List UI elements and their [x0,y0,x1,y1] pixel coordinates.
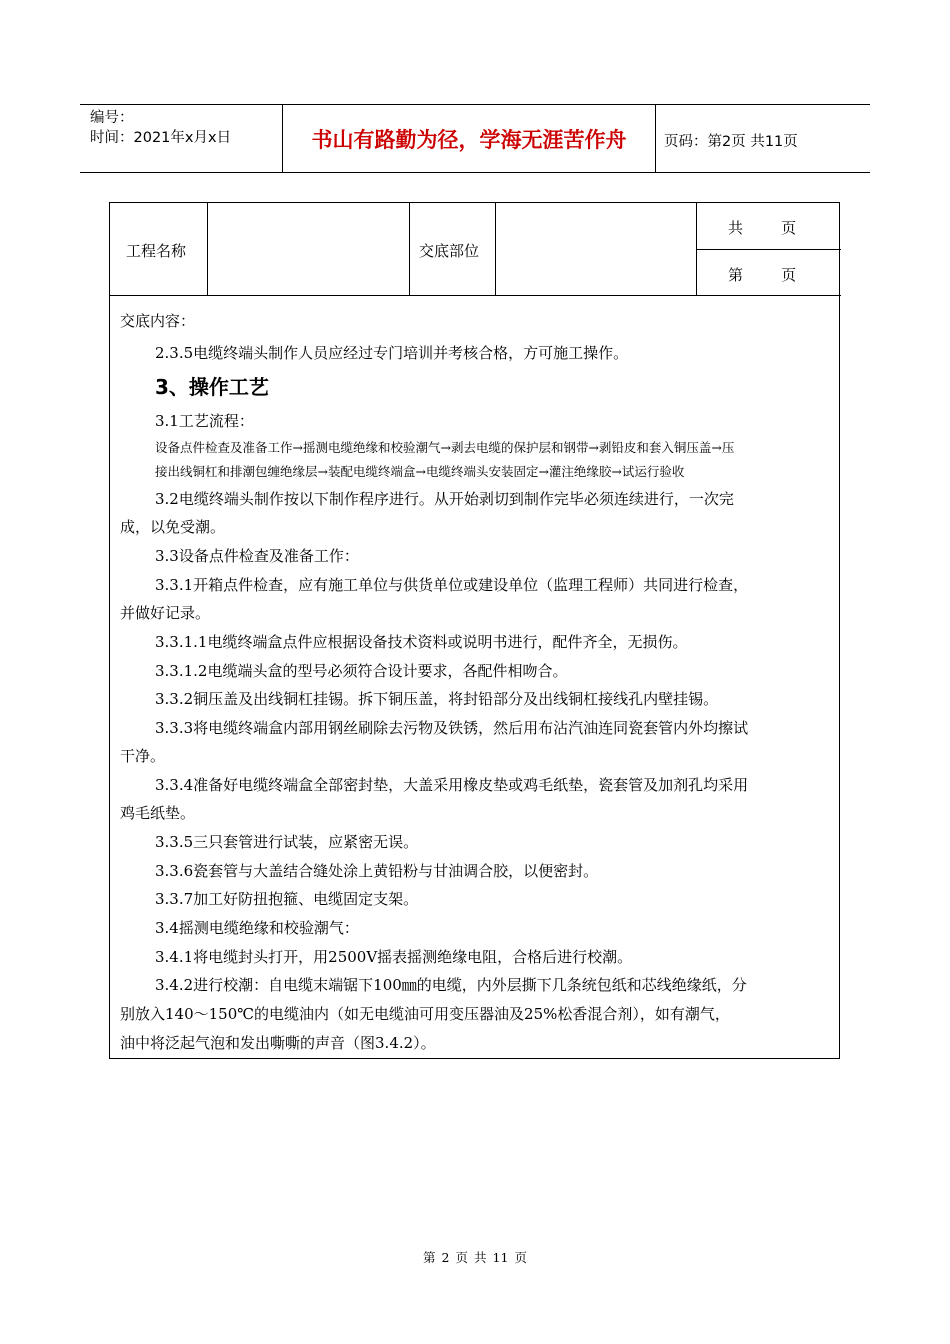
para-3-1: 3.1工艺流程： [155,412,254,430]
header-bottom-rule [80,172,870,173]
page-footer [0,1248,950,1266]
para-2-3-5: 2.3.5电缆终端头制作人员应经过专门培训并考核合格，方可施工操作。 [155,344,629,362]
project-name-label: 工程名称 [126,242,187,260]
document-number: 编号： [90,110,134,126]
form-divider-1 [207,203,208,295]
form-header-rule [110,295,841,296]
para-3-3-4-line-1: 3.3.4准备好电缆终端盒全部密封垫，大盖采用橡皮垫或鸡毛纸垫，瓷套管及加剂孔均采用 [155,776,749,794]
header-divider-2 [655,104,656,172]
form-right-inner-edge [839,295,840,341]
total-pages-label: 共 页 [728,219,797,237]
header-motto: 书山有路勤为径，学海无涯苦作舟 [311,128,627,152]
para-3-2-line-1: 3.2电缆终端头制作按以下制作程序进行。从开始剥切到制作完毕必须连续进行，一次完 [155,490,734,508]
footer-page-unit: 页 [455,1250,469,1265]
process-flow-line-1: 设备点件检查及准备工作→摇测电缆绝缘和校验潮气→剥去电缆的保护层和钢带→剥铅皮和套入铜压盖→压 [155,440,735,455]
para-3-3-1-2: 3.3.1.2电缆端头盒的型号必须符合设计要求，各配件相吻合。 [155,662,568,680]
form-divider-2 [409,203,410,295]
para-3-3-3-line-2: 干净。 [120,747,166,765]
header-page-info: 页码：第2页 共11页 [664,134,798,150]
handover-part-label: 交底部位 [419,242,480,260]
para-3-4-2-line-3: 油中将泛起气泡和发出嘶嘶的声音（图3.4.2）。 [120,1034,436,1052]
process-flow-line-2: 接出线铜杠和排潮包缠绝缘层→装配电缆终端盒→电缆终端头安装固定→灌注绝缘胶→试运行验收 [155,464,685,479]
para-3-3-1-1: 3.3.1.1电缆终端盒点件应根据设备技术资料或说明书进行，配件齐全，无损伤。 [155,633,688,651]
para-3-3-1-line-2: 并做好记录。 [120,604,211,622]
footer-page-number: 2 [441,1250,450,1265]
form-page-split-rule [696,249,841,250]
form-divider-4 [696,203,697,295]
form-divider-3 [495,203,496,295]
section-heading-3: 3、操作工艺 [155,375,269,399]
para-3-3-7: 3.3.7加工好防扭抱箍、电缆固定支架。 [155,890,419,908]
para-3-3-1-line-1: 3.3.1开箱点件检查，应有施工单位与供货单位或建设单位（监理工程师）共同进行检查， [155,576,749,594]
para-3-3-5: 3.3.5三只套管进行试装，应紧密无误。 [155,833,419,851]
document-time: 时间：2021年x月x日 [90,130,232,146]
para-3-4-2-line-2: 别放入140～150℃的电缆油内（如无电缆油可用变压器油及25%松香混合剂），如有潮气， [120,1005,730,1023]
header-top-rule [80,104,870,105]
para-3-3: 3.3设备点件检查及准备工作： [155,547,359,565]
footer-total-word: 共 [474,1250,487,1265]
para-3-3-4-line-2: 鸡毛纸垫。 [120,804,196,822]
para-3-4: 3.4摇测电缆绝缘和校验潮气： [155,919,359,937]
para-3-3-2: 3.3.2铜压盖及出线铜杠挂锡。拆下铜压盖，将封铅部分及出线铜杠接线孔内壁挂锡。 [155,690,719,708]
current-page-label: 第 页 [728,266,797,284]
para-3-4-2-line-1: 3.4.2进行校潮：自电缆末端锯下100㎜的电缆，内外层撕下几条统包纸和芯线绝缘纸，分 [155,976,747,994]
header-meta [90,108,231,148]
para-3-3-3-line-1: 3.3.3将电缆终端盒内部用钢丝刷除去污物及铁锈，然后用布沾汽油连同瓷套管内外均擦试 [155,719,749,737]
footer-total-number: 11 [492,1250,509,1265]
footer-total-unit: 页 [514,1250,527,1265]
para-3-3-6: 3.3.6瓷套管与大盖结合缝处涂上黄铅粉与甘油调合胶，以便密封。 [155,862,599,880]
footer-page-word: 第 [423,1250,436,1265]
content-label: 交底内容： [120,312,196,330]
para-3-4-1: 3.4.1将电缆封头打开，用2500V摇表摇测绝缘电阻，合格后进行校潮。 [155,948,633,966]
para-3-2-line-2: 成，以免受潮。 [120,518,226,536]
